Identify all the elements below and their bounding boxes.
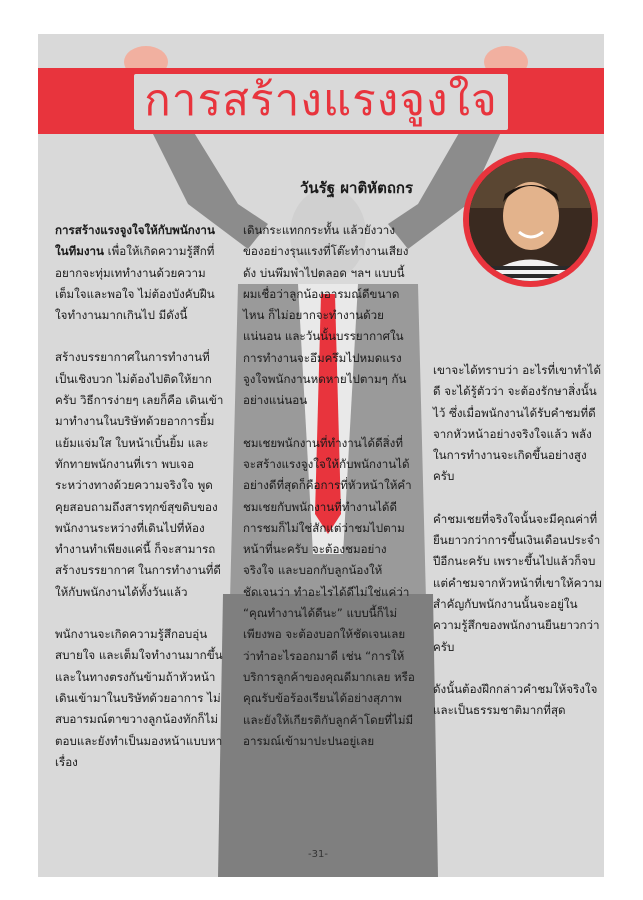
page-number: -31- [308, 849, 328, 860]
paragraph: สร้างบรรยากาศในการทำงานที่เป็นเชิงบวก ไม่ต้องไปติดให้ยากครับ วิธีการง่ายๆ เลยก็คือ เดินเข้ามาทำงานในบริษัทด้วยอาการยิ้มแย้มแจ่มใส ใบหน้าเบิ้นยิ้ม และทักทายพนักงานที่เรา พบเจอระหว่างทางด้วยความจริงใจ พูดคุยสอบถามถึงสารทุกข์สุขดิบของพนักงานระหว่างที่เดินไปที่ห้องทำงานทำเพียงแค่นี้ ก็จะสามารถสร้างบรรยากาศ ในการทำงานที่ดีให้กับพนักงานได้ทั้งวันแล้ว [55, 350, 224, 599]
title-banner [38, 68, 604, 134]
text-column-2 [243, 220, 415, 773]
paragraph-text: เพื่อให้เกิดความรู้สึกที่อยากจะทุ่มเททำงานด้วยความเต็มใจและพอใจ ไม่ต้องบังคับฝืนใจทำงานมากเกินไป มีดังนี้ [55, 244, 215, 323]
paragraph: ดังนั้นต้องฝึกกล่าวคำชมให้จริงใจและเป็นธรรมชาติมากที่สุด [433, 681, 598, 718]
author-portrait-icon [469, 158, 592, 281]
paragraph [55, 220, 227, 326]
paragraph: เขาจะได้ทราบว่า อะไรที่เขาทำได้ดี จะได้รู้ตัวว่า จะต้องรักษาสิ่งนั้นไว้ ซึ่งเมื่อพนักงานได้รับคำชมที่ดีจากหัวหน้าอย่างจริงใจแล้ว พลังในการทำงานจะเกิดขึ้นอย่างสูงครับ [433, 363, 602, 484]
paragraph: พนักงานจะเกิดความรู้สึกอบอุ่นสบายใจ และเต็มใจทำงานมากขึ้น และในทางตรงกันข้ามถ้าหัวหน้า เดินเข้ามาในบริษัทด้วยอาการ ไม่สบอารมณ์ตาขวางลูกน้องทักก็ไม่ตอบและยังทำเป็นมองหน้าแบบหาเรื่อง [55, 627, 223, 769]
article-title: การสร้างแรงจูงใจ [144, 75, 498, 126]
paragraph-lead: การสร้างแรงจูงใจให้กับพนักงานในทีมงาน [55, 223, 215, 259]
magazine-page [38, 34, 604, 877]
author-name: วันรัฐ ผาติหัตถกร [300, 179, 414, 197]
paragraph: คำชมเชยที่จริงใจนั้นจะมีคุณค่าที่ยืนยาวกว่าการขึ้นเงินเดือนประจำปีอีกนะครับ เพราะขึ้นไปแล้วก็จบ แต่คำชมจากหัวหน้าที่เขาให้ความสำคัญกับพนักงานนั้นจะอยู่ในความรู้สึกของพนักงานยืนยาวกว่าครับ [433, 511, 603, 654]
author-photo [463, 152, 598, 287]
paragraph: ชมเชยพนักงานที่ทำงานได้ดีสิ่งที่จะสร้างแรงจูงใจให้กับพนักงานได้อย่างดีที่สุดก็คือการที่หัวหน้าให้คำชมเชยกับพนักงานที่ทำงานได้ดีการชมก็ไม่ใช่สักแต่ว่าชมไปตามหน้าที่นะครับ จะต้องชมอย่างจริงใจ และบอกกับลูกน้องให้ชัดเจนว่า ทำอะไรได้ดีไม่ใช่แค่ว่า “คุณทำงานได้ดีนะ” แบบนี้ก็ไม่เพียงพอ จะต้องบอกให้ชัดเจนเลยว่าทำอะไรออกมาดี เช่น “การให้บริการลูกค้าของคุณดีมากเลย หรือคุณรับข้อร้องเรียนได้อย่างสุภาพและยังให้เกียรติกับลูกค้าโดยที่ไม่มีอารมณ์เข้ามาปะปนอยู่เลย [243, 435, 415, 748]
paragraph: เดินกระแทกกระทั้น แล้วยังวางของอย่างรุนแรงที่โต๊ะทำงานเสียงดัง บ่นพึมพำไปตลอด ฯลฯ แบบนี้ผมเชื่อว่าลูกน้องอารมณ์ดีขนาดไหน ก็ไม่อยากจะทำงานด้วยแน่นอน และวันนั้นบรรยากาศในการทำงานจะอึมครึมไปหมดแรงจูงใจพนักงานหดหายไปตามๆ กันอย่างแน่นอน [243, 223, 409, 408]
text-column-1 [55, 220, 227, 794]
text-column-3 [433, 360, 603, 742]
